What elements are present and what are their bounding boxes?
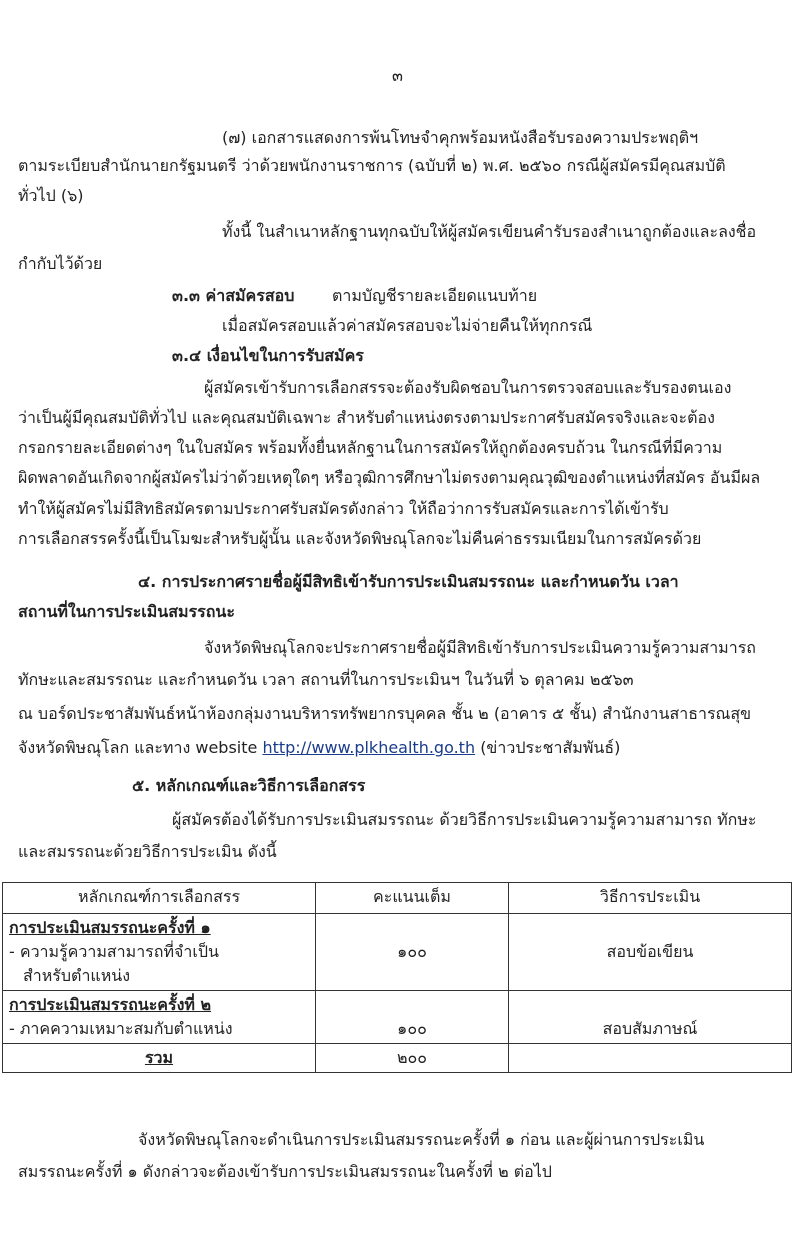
column-header: คะแนนเต็ม <box>316 883 509 914</box>
section4-heading-cont: สถานที่ในการประเมินสมรรถนะ <box>18 602 235 621</box>
fee-note: เมื่อสมัครสอบแล้วค่าสมัครสอบจะไม่จ่ายคืนให้ทุกกรณี <box>222 316 593 335</box>
para7-line1: (๗) เอกสารแสดงการพ้นโทษจำคุกพร้อมหนังสือรับรองความประพฤติฯ <box>222 128 699 147</box>
section4-line: ทักษะและสมรรถนะ และกำหนดวัน เวลา สถานที่ในการประเมินฯ ในวันที่ ๖ ตุลาคม ๒๕๖๓ <box>18 670 634 689</box>
table-total-row <box>3 1044 792 1073</box>
table-row <box>3 991 792 1044</box>
para7-line2: ตามระเบียบสำนักนายกรัฐมนตรี ว่าด้วยพนักงานราชการ (ฉบับที่ ๒) พ.ศ. ๒๕๖๐ กรณีผู้สมัครมีคุณสมบัติ <box>18 156 726 175</box>
section4-heading: ๔. การประกาศรายชื่อผู้มีสิทธิเข้ารับการประเมินสมรรถนะ และกำหนดวัน เวลา <box>138 572 679 591</box>
section5-line1: ผู้สมัครต้องได้รับการประเมินสมรรถนะ ด้วยวิธีการประเมินความรู้ความสามารถ ทักษะ <box>172 810 757 829</box>
conditions-line: ผิดพลาดอันเกิดจากผู้สมัครไม่ว่าด้วยเหตุใดๆ หรือวุฒิการศึกษาไม่ตรงตามคุณวุฒิของตำแหน่งที่สมัคร อันมีผล <box>18 468 761 487</box>
closing-line1: จังหวัดพิษณุโลกจะดำเนินการประเมินสมรรถนะครั้งที่ ๑ ก่อน และผู้ผ่านการประเมิน <box>138 1130 705 1149</box>
criteria-cell <box>3 991 316 1044</box>
criteria-cell <box>3 914 316 991</box>
certify-line2: กำกับไว้ด้วย <box>18 254 103 273</box>
conditions-line: ว่าเป็นผู้มีคุณสมบัติทั่วไป และคุณสมบัติเฉพาะ สำหรับตำแหน่งตรงตามประกาศรับสมัครจริงและจะต้อง <box>18 408 715 427</box>
para7-line3: ทั่วไป (๖) <box>18 186 84 205</box>
round2-item: - ภาคความเหมาะสมกับตำแหน่ง <box>9 1019 233 1038</box>
round1-item-cont: สำหรับตำแหน่ง <box>23 966 131 985</box>
section5-heading: ๕. หลักเกณฑ์และวิธีการเลือกสรร <box>132 776 366 795</box>
score-cell: ๑๐๐ <box>316 991 509 1044</box>
certify-line1: ทั้งนี้ ในสำเนาหลักฐานทุกฉบับให้ผู้สมัครเขียนคำรับรองสำเนาถูกต้องและลงชื่อ <box>222 222 757 241</box>
conditions-line: ผู้สมัครเข้ารับการเลือกสรรจะต้องรับผิดชอบในการตรวจสอบและรับรองตนเอง <box>204 378 732 397</box>
section5-line2: และสมรรถนะด้วยวิธีการประเมิน ดังนี้ <box>18 842 277 861</box>
page-number: ๓ <box>392 66 403 85</box>
section4-line: จังหวัดพิษณุโลกจะประกาศรายชื่อผู้มีสิทธิเข้ารับการประเมินความรู้ความสามารถ <box>204 638 756 657</box>
method-cell: สอบสัมภาษณ์ <box>509 991 792 1044</box>
score-cell: ๑๐๐ <box>316 914 509 991</box>
round2-title: การประเมินสมรรถนะครั้งที่ ๒ <box>9 995 212 1014</box>
conditions-line: การเลือกสรรครั้งนี้เป็นโมฆะสำหรับผู้นั้น และจังหวัดพิษณุโลกจะไม่คืนค่าธรรมเนียมในการสมัครด้วย <box>18 529 702 548</box>
conditions-line: ทำให้ผู้สมัครไม่มีสิทธิสมัครตามประกาศรับสมัครดังกล่าว ให้ถือว่าการรับสมัครและการได้เข้ารับ <box>18 499 669 518</box>
section4-line: ณ บอร์ดประชาสัมพันธ์หน้าห้องกลุ่มงานบริหารทรัพยากรบุคคล ชั้น ๒ (อาคาร ๕ ชั้น) สำนักงานสาธารณสุข <box>18 704 752 723</box>
total-label: รวม <box>3 1044 316 1073</box>
total-method <box>509 1044 792 1073</box>
section4-last-suffix: (ข่าวประชาสัมพันธ์) <box>480 738 621 757</box>
table-header-row <box>3 883 792 914</box>
column-header: วิธีการประเมิน <box>509 883 792 914</box>
round1-title: การประเมินสมรรถนะครั้งที่ ๑ <box>9 918 211 937</box>
column-header: หลักเกณฑ์การเลือกสรร <box>3 883 316 914</box>
conditions-line: กรอกรายละเอียดต่างๆ ในใบสมัคร พร้อมทั้งยื่นหลักฐานในการสมัครให้ถูกต้องครบถ้วน ในกรณีที่มีความ <box>18 438 723 457</box>
fee-heading: ๓.๓ ค่าสมัครสอบ <box>172 286 295 305</box>
closing-line2: สมรรถนะครั้งที่ ๑ ดังกล่าวจะต้องเข้ารับการประเมินสมรรถนะในครั้งที่ ๒ ต่อไป <box>18 1162 552 1181</box>
section4-last-prefix: จังหวัดพิษณุโลก และทาง website <box>18 738 258 757</box>
criteria-table <box>2 882 792 1073</box>
method-cell: สอบข้อเขียน <box>509 914 792 991</box>
round1-item: - ความรู้ความสามารถที่จำเป็น <box>9 942 219 961</box>
conditions-heading: ๓.๔ เงื่อนไขในการรับสมัคร <box>172 346 364 365</box>
website-link[interactable]: http://www.plkhealth.go.th <box>262 738 476 757</box>
table-row <box>3 914 792 991</box>
section4-last-line <box>18 736 620 760</box>
fee-text: ตามบัญชีรายละเอียดแนบท้าย <box>332 286 538 305</box>
total-score: ๒๐๐ <box>316 1044 509 1073</box>
